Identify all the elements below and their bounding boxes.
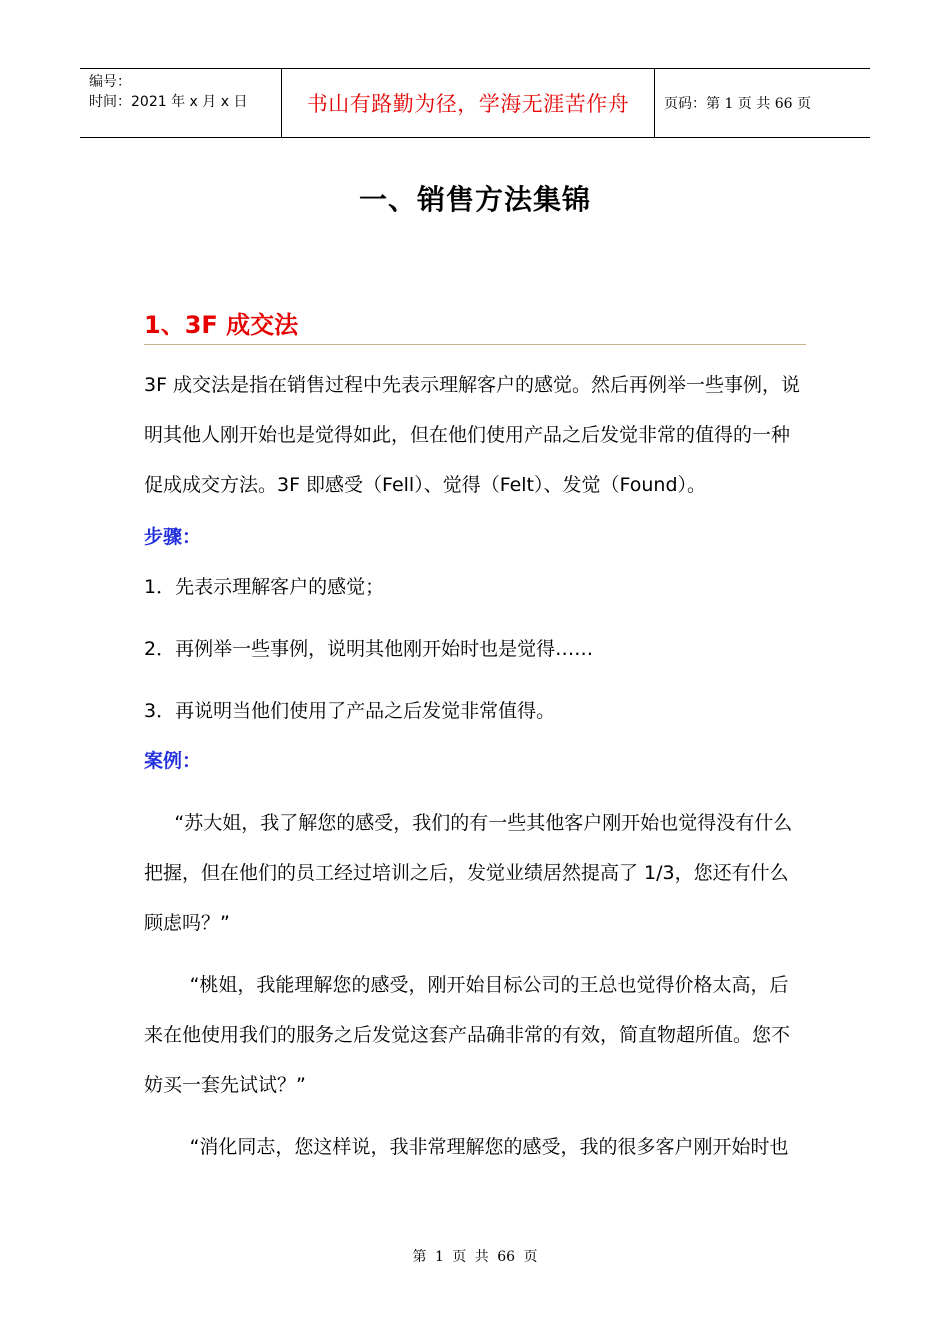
document-body	[144, 360, 806, 1172]
document-title: 一、销售方法集锦	[358, 183, 591, 216]
step-item: 1．先表示理解客户的感觉；	[144, 576, 385, 598]
page-header	[80, 68, 870, 138]
step-item: 3．再说明当他们使用了产品之后发觉非常值得。	[144, 700, 556, 722]
header-page-info: 页码：第 1 页 共 66 页	[664, 96, 811, 112]
step-item: 2．再例举一些事例，说明其他刚开始时也是觉得……	[144, 638, 594, 660]
page-footer: 第 1 页 共 66 页	[412, 1249, 538, 1265]
section-heading: 1、3F 成交法	[144, 305, 806, 345]
cases-label: 案例：	[144, 750, 202, 772]
time-label: 时间：2021 年 x 月 x 日	[89, 94, 248, 110]
intro-paragraph: 3F 成交法是指在销售过程中先表示理解客户的感觉。然后再例举一些事例，说明其他人刚开始也是觉得如此，但在他们使用产品之后发觉非常的值得的一种促成成交方法。3F 即感受（Fell）、觉得（Felt）、发觉（Found）。	[144, 374, 801, 496]
case-paragraph: “桃姐，我能理解您的感受，刚开始目标公司的王总也觉得价格太高，后来在他使用我们的服务之后发觉这套产品确非常的有效，简直物超所值。您不妨买一套先试试？”	[144, 974, 791, 1096]
header-motto: 书山有路勤为径，学海无涯苦作舟	[281, 69, 655, 137]
case-paragraph: “苏大姐，我了解您的感受，我们的有一些其他客户刚开始也觉得没有什么把握，但在他们的员工经过培训之后，发觉业绩居然提高了 1/3，您还有什么顾虑吗？”	[144, 812, 793, 934]
header-meta	[80, 69, 281, 137]
case-paragraph: “消化同志，您这样说，我非常理解您的感受，我的很多客户刚开始时也	[189, 1136, 789, 1158]
number-label: 编号：	[89, 74, 131, 90]
steps-label: 步骤：	[144, 526, 202, 548]
